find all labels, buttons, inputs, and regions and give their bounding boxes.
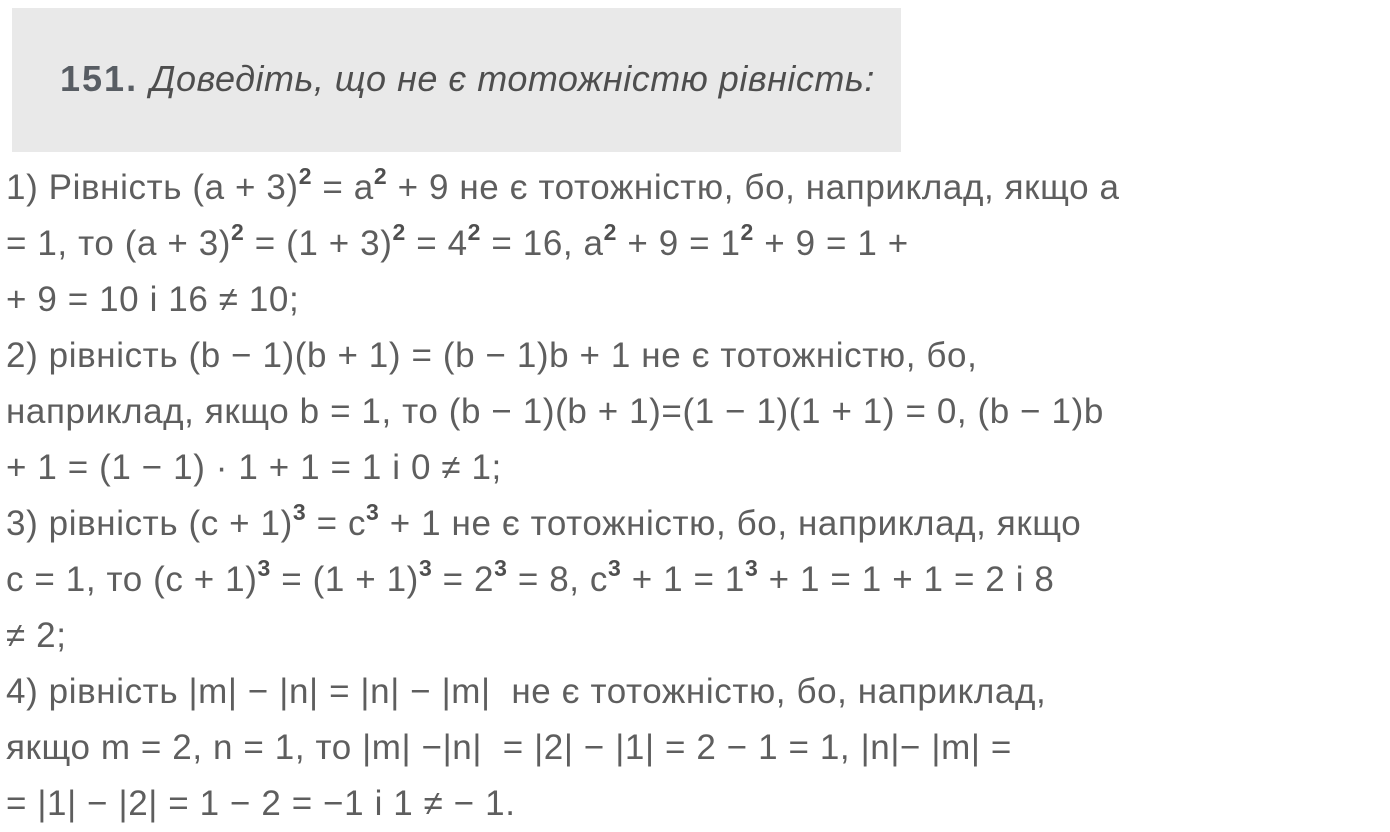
exponent: 2 <box>231 219 245 246</box>
exponent: 3 <box>366 499 380 526</box>
text-segment: + 1 = (1 − 1) · 1 + 1 = 1 і 0 ≠ 1; <box>6 448 502 487</box>
text-segment: = 8, c <box>507 560 609 599</box>
exponent: 3 <box>744 555 759 582</box>
problem-title: Доведіть, що не є тотожністю рівність: <box>150 58 875 99</box>
exponent: 2 <box>373 163 388 190</box>
text-segment: наприклад, якщо b = 1, то (b − 1)(b + 1)=(1 − 1)(1 + 1) = 0, (b − 1)b <box>6 392 1104 431</box>
text-line <box>6 384 1390 440</box>
text-segment: = 2 <box>432 560 495 599</box>
exponent: 2 <box>603 219 618 246</box>
text-line <box>6 272 1390 328</box>
text-line <box>6 440 1390 496</box>
text-segment: 2) рівність (b − 1)(b + 1) = (b − 1)b + 1 не є тотожністю, бо, <box>6 336 978 375</box>
text-segment: = (1 + 1) <box>270 560 419 599</box>
text-segment: 4) рівність |m| − |n| = |n| − |m| не є тотожністю, бо, наприклад, <box>6 672 1047 711</box>
text-segment: = |1| − |2| = 1 − 2 = −1 і 1 ≠ − 1. <box>6 784 516 823</box>
text-line <box>6 496 1390 552</box>
exponent: 3 <box>418 555 433 582</box>
text-line <box>6 720 1390 776</box>
text-line <box>6 216 1390 272</box>
text-segment: = 1, то (a + 3) <box>6 224 232 263</box>
text-segment: = a <box>312 168 374 207</box>
exponent: 3 <box>257 555 271 582</box>
text-line <box>6 160 1390 216</box>
text-segment: c = 1, то (c + 1) <box>6 560 258 599</box>
text-segment: + 1 = 1 + 1 = 2 і 8 <box>758 560 1055 599</box>
text-line <box>6 608 1390 664</box>
exponent: 2 <box>298 163 313 190</box>
solution-lines <box>0 152 1390 832</box>
exponent: 2 <box>392 219 406 246</box>
problem-number: 151. <box>60 58 139 99</box>
exponent: 2 <box>740 219 754 246</box>
text-segment: + 9 не є тотожністю, бо, наприклад, якщо a <box>387 168 1120 207</box>
text-segment: ≠ 2; <box>6 616 67 655</box>
text-segment: = 4 <box>405 224 468 263</box>
text-segment: = (1 + 3) <box>244 224 393 263</box>
text-segment: = c <box>306 504 367 543</box>
text-segment: + 9 = 1 + <box>753 224 909 263</box>
exponent: 2 <box>467 219 482 246</box>
text-line <box>6 552 1390 608</box>
text-segment: + 9 = 1 <box>617 224 741 263</box>
exponent: 3 <box>292 499 307 526</box>
text-line <box>6 776 1390 832</box>
text-segment: + 1 не є тотожністю, бо, наприклад, якщо <box>379 504 1082 543</box>
text-segment: 3) рівність (c + 1) <box>6 504 293 543</box>
text-segment: + 1 = 1 <box>621 560 745 599</box>
text-segment: + 9 = 10 і 16 ≠ 10; <box>6 280 300 319</box>
text-segment: якщо m = 2, n = 1, то |m| −|n| = |2| − |1| = 2 − 1 = 1, |n|− |m| = <box>6 728 1012 767</box>
problem-header <box>12 8 901 152</box>
text-segment: = 16, a <box>481 224 604 263</box>
exponent: 3 <box>608 555 622 582</box>
text-segment: 1) Рівність (a + 3) <box>6 168 299 207</box>
exponent: 3 <box>494 555 508 582</box>
text-line <box>6 328 1390 384</box>
text-line <box>6 664 1390 720</box>
